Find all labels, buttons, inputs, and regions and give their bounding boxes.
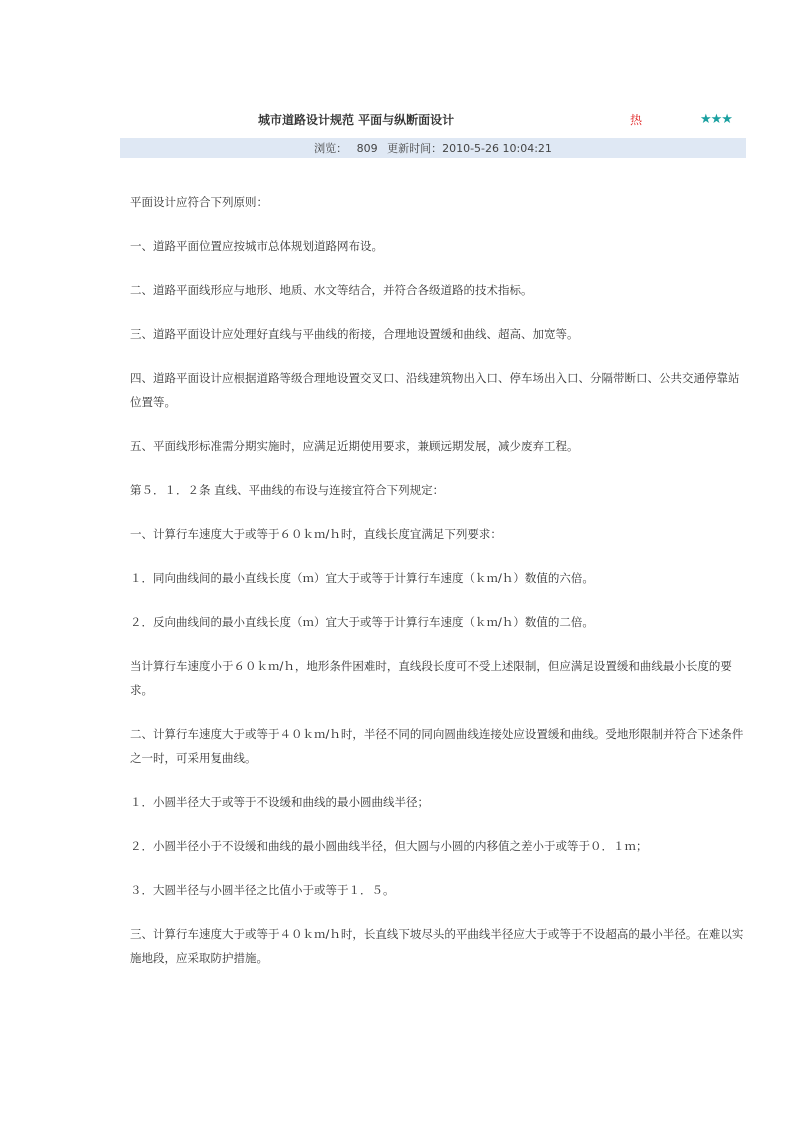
paragraph: １．同向曲线间的最小直线长度（ｍ）宜大于或等于计算行车速度（ｋｍ/ｈ）数值的六倍。 — [130, 571, 594, 585]
paragraph: ２．小圆半径小于不设缓和曲线的最小圆曲线半径，但大圆与小圆的内移值之差小于或等于０．１ｍ； — [130, 839, 648, 853]
paragraph: 三、计算行车速度大于或等于４０ｋｍ/ｈ时，长直线下坡尽头的平曲线半径应大于或等于不设超高的最小半径。在难以实施地段，应采取防护措施。 — [130, 927, 744, 965]
article-body — [130, 190, 745, 970]
paragraph: １．小圆半径大于或等于不设缓和曲线的最小圆曲线半径； — [130, 795, 429, 809]
paragraph: 当计算行车速度小于６０ｋｍ/ｈ，地形条件困难时，直线段长度可不受上述限制，但应满足设置缓和曲线最小长度的要求。 — [130, 659, 732, 697]
paragraph: 二、道路平面线形应与地形、地质、水文等结合，并符合各级道路的技术指标。 — [130, 283, 533, 297]
paragraph: 第５．１．２条 直线、平曲线的布设与连接宜符合下列规定： — [130, 483, 445, 497]
views-label: 浏览： — [314, 142, 348, 155]
updated-time: 2010-5-26 10:04:21 — [442, 142, 552, 155]
article-header — [120, 110, 746, 130]
article-meta-bar — [120, 138, 746, 158]
paragraph: 三、道路平面设计应处理好直线与平曲线的衔接，合理地设置缓和曲线、超高、加宽等。 — [130, 327, 579, 341]
views-count: 809 — [356, 142, 378, 155]
paragraph: 平面设计应符合下列原则： — [130, 195, 268, 209]
paragraph: ３．大圆半径与小圆半径之比值小于或等于１．５。 — [130, 883, 395, 897]
paragraph: 一、计算行车速度大于或等于６０ｋｍ/ｈ时，直线长度宜满足下列要求： — [130, 527, 502, 541]
rating-stars-icon: ★★★ — [700, 112, 732, 127]
paragraph: 四、道路平面设计应根据道路等级合理地设置交叉口、沿线建筑物出入口、停车场出入口、分隔带断口、公共交通停靠站位置等。 — [130, 371, 740, 409]
paragraph: 二、计算行车速度大于或等于４０ｋｍ/ｈ时，半径不同的同向圆曲线连接处应设置缓和曲线。受地形限制并符合下述条件之一时，可采用复曲线。 — [130, 727, 744, 765]
hot-badge: 热 — [630, 113, 643, 127]
updated-label: 更新时间： — [387, 142, 443, 155]
paragraph: 一、道路平面位置应按城市总体规划道路网布设。 — [130, 239, 383, 253]
paragraph: ２．反向曲线间的最小直线长度（ｍ）宜大于或等于计算行车速度（ｋｍ/ｈ）数值的二倍。 — [130, 615, 594, 629]
article-title: 城市道路设计规范 平面与纵断面设计 — [258, 113, 455, 127]
paragraph: 五、平面线形标准需分期实施时，应满足近期使用要求，兼顾远期发展，减少废弃工程。 — [130, 439, 579, 453]
